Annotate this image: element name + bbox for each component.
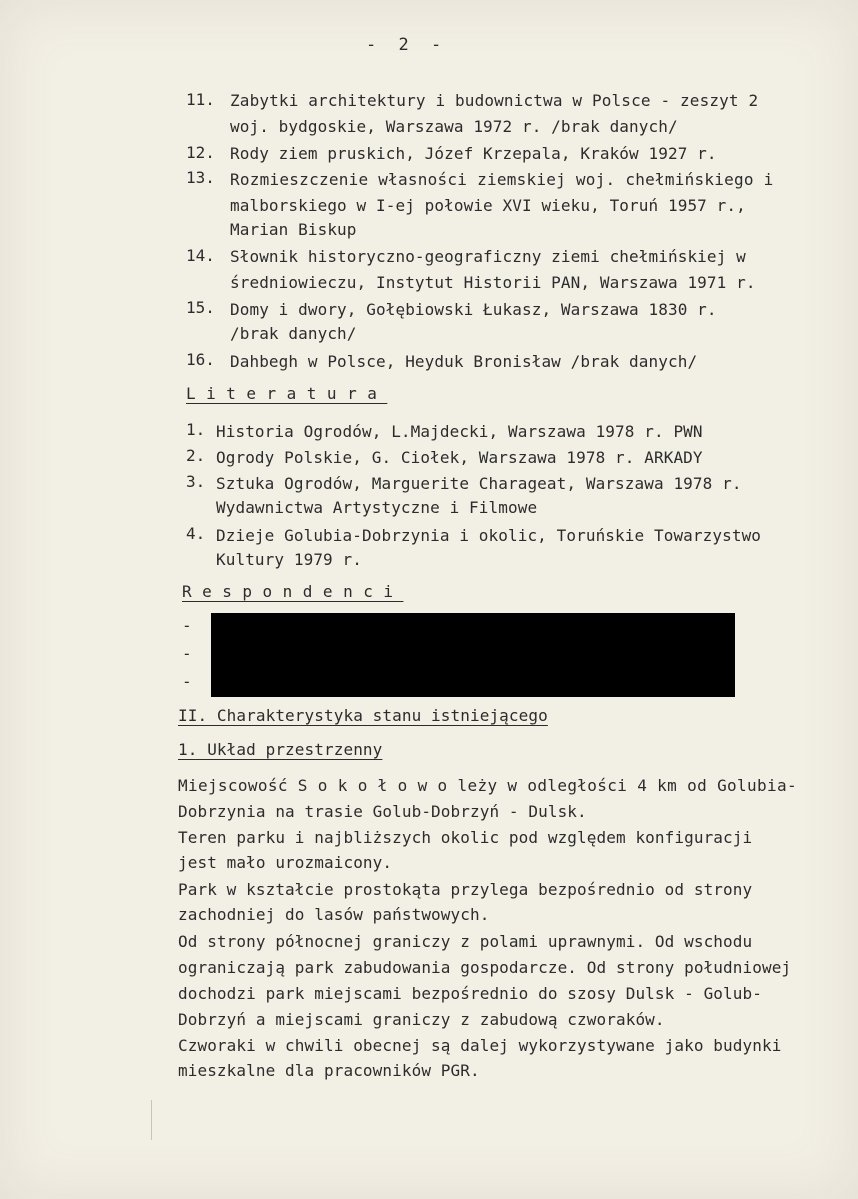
paper-crease: [151, 1100, 152, 1140]
source-line: średniowieczu, Instytut Historii PAN, Warszawa 1971 r.: [230, 273, 756, 292]
paragraph-line: Dobrzyń a miejscami graniczy z zabudową czworaków.: [178, 1010, 665, 1029]
source-number: 11.: [186, 90, 215, 109]
paragraph-line: Miejscowość S o k o ł o w o leży w odległości 4 km od Golubia-: [178, 776, 797, 795]
literatura-line: Dzieje Golubia-Dobrzynia i okolic, Toruńskie Towarzystwo: [216, 526, 762, 545]
source-number: 15.: [186, 298, 215, 317]
source-line: /brak danych/: [230, 324, 357, 343]
literatura-line: Sztuka Ogrodów, Marguerite Charageat, Warszawa 1978 r.: [216, 474, 742, 493]
subsection-heading: 1. Układ przestrzenny: [178, 740, 383, 759]
page-number: - 2 -: [366, 35, 448, 55]
source-number: 16.: [186, 350, 215, 369]
literatura-number: 4.: [186, 524, 206, 543]
literatura-line: Historia Ogrodów, L.Majdecki, Warszawa 1978 r. PWN: [216, 422, 703, 441]
respondent-bullet: -: [182, 616, 192, 635]
literatura-line: Kultury 1979 r.: [216, 550, 362, 569]
paragraph-line: mieszkalne dla pracowników PGR.: [178, 1061, 480, 1080]
literatura-heading: Literatura: [186, 384, 388, 403]
section-heading: II. Charakterystyka stanu istniejącego: [178, 706, 548, 725]
source-line: woj. bydgoskie, Warszawa 1972 r. /brak danych/: [230, 117, 678, 136]
respondenci-heading: Respondenci: [182, 582, 404, 601]
literatura-line: Wydawnictwa Artystyczne i Filmowe: [216, 498, 538, 517]
literatura-line: Ogrody Polskie, G. Ciołek, Warszawa 1978 r. ARKADY: [216, 448, 703, 467]
paragraph-line: Czworaki w chwili obecnej są dalej wykorzystywane jako budynki: [178, 1036, 782, 1055]
source-number: 12.: [186, 143, 215, 162]
source-number: 14.: [186, 246, 215, 265]
paragraph-line: dochodzi park miejscami bezpośrednio do szosy Dulsk - Golub-: [178, 984, 762, 1003]
source-line: Rody ziem pruskich, Józef Krzepala, Kraków 1927 r.: [230, 144, 717, 163]
source-line: malborskiego w I-ej połowie XVI wieku, Toruń 1957 r.,: [230, 196, 746, 215]
redaction-box: [211, 613, 735, 697]
literatura-number: 2.: [186, 446, 206, 465]
paragraph-line: jest mało urozmaicony.: [178, 853, 393, 872]
respondent-bullet: -: [182, 672, 192, 691]
source-line: Rozmieszczenie własności ziemskiej woj. chełmińskiego i: [230, 170, 774, 189]
source-line: Domy i dwory, Gołębiowski Łukasz, Warszawa 1830 r.: [230, 300, 717, 319]
source-line: Dahbegh w Polsce, Heyduk Bronisław /brak danych/: [230, 352, 698, 371]
paragraph-line: Teren parku i najbliższych okolic pod względem konfiguracji: [178, 828, 753, 847]
source-line: Zabytki architektury i budownictwa w Polsce - zeszyt 2: [230, 91, 759, 110]
paragraph-line: Park w kształcie prostokąta przylega bezpośrednio od strony: [178, 880, 753, 899]
source-line: Słownik historyczno-geograficzny ziemi chełmińskiej w: [230, 247, 746, 266]
source-line: Marian Biskup: [230, 220, 357, 239]
source-number: 13.: [186, 168, 215, 187]
paragraph-line: ograniczają park zabudowania gospodarcze. Od strony południowej: [178, 958, 792, 977]
paragraph-line: Dobrzynia na trasie Golub-Dobrzyń - Dulsk.: [178, 802, 587, 821]
literatura-number: 1.: [186, 420, 206, 439]
paragraph-line: zachodniej do lasów państwowych.: [178, 905, 490, 924]
literatura-number: 3.: [186, 472, 206, 491]
respondent-bullet: -: [182, 644, 192, 663]
paragraph-line: Od strony północnej graniczy z polami uprawnymi. Od wschodu: [178, 932, 753, 951]
